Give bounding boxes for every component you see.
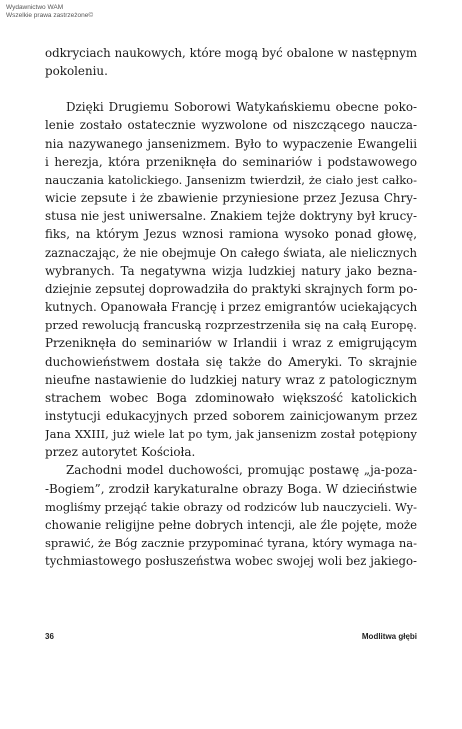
page-number: 36 xyxy=(45,632,54,641)
text-line: strachem wobec Boga zdominowało większość katolickich xyxy=(45,390,417,405)
text-line: chowanie religijne pełne dobrych intencji, ale źle pojęte, może xyxy=(45,517,417,532)
text-line: wybranych. Ta negatywna wizja ludzkiej natury jako bezna- xyxy=(45,263,417,278)
text-line: tychmiastowego posłuszeństwa wobec swojej woli bez jakiego- xyxy=(45,554,417,569)
text-line: dziejnie zepsutej doprowadziła do praktyki skrajnych form po- xyxy=(45,281,417,296)
text-line: pokoleniu. xyxy=(45,64,108,79)
copyright-watermark xyxy=(6,4,93,20)
text-line: zaznaczając, że nie obejmuje On całego świata, ale nielicznych xyxy=(45,245,417,260)
text-line: wicie zepsute i że zbawienie przyniesione przez Jezusa Chry- xyxy=(45,191,417,206)
text-line: mogliśmy przejąć takie obrazy od rodziców lub nauczycieli. Wy- xyxy=(45,499,417,514)
page-footer xyxy=(45,632,417,644)
rights-notice: Wszelkie prawa zastrzeżone© xyxy=(6,12,94,19)
text-line: -Bogiem”, zrodził karykaturalne obrazy Boga. W dzieciństwie xyxy=(45,481,417,496)
text-line: przed rewolucją francuską rozprzestrzeniła się na całą Europę. xyxy=(45,318,417,333)
text-line: nia nazywanego jansenizmem. Było to wypaczenie Ewangelii xyxy=(45,136,417,151)
text-line: sprawić, że Bóg zacznie przypominać tyrana, który wymaga na- xyxy=(45,536,417,551)
page-body-text xyxy=(45,44,417,570)
text-line: odkryciach naukowych, które mogą być obalone w następnym xyxy=(45,46,417,60)
text-line: stusa nie jest uniwersalne. Znakiem tejże doktryny był krucy- xyxy=(45,209,417,224)
text-line: duchowieństwem dostała się także do Ameryki. To skrajnie xyxy=(45,354,417,369)
text-line: Dzięki Drugiemu Soborowi Watykańskiemu obecne poko- xyxy=(66,100,417,115)
publisher-name: Wydawnictwo WAM xyxy=(6,4,64,11)
text-line: lenie zostało ostatecznie wyzwolone od niszczącego naucza- xyxy=(45,118,417,133)
text-line: przez autorytet Kościoła. xyxy=(45,445,196,460)
text-line: Przeniknęła do seminariów w Irlandii i wraz z emigrującym xyxy=(45,336,417,351)
text-line: kutnych. Opanowała Francję i przez emigrantów uciekających xyxy=(45,300,417,315)
paragraph xyxy=(45,44,417,80)
paragraph xyxy=(45,98,417,461)
paragraph xyxy=(45,461,417,570)
text-line: Jana XXIII, już wiele lat po tym, jak jansenizm został potępiony xyxy=(45,427,417,442)
text-line: fiks, na którym Jezus wznosi ramiona wysoko ponad głowę, xyxy=(45,227,417,242)
text-line: nieufne nastawienie do ludzkiej natury wraz z patologicznym xyxy=(45,372,417,387)
text-line: i herezja, która przeniknęła do seminariów i podstawowego xyxy=(45,154,417,169)
text-line: nauczania katolickiego. Jansenizm twierdził, że ciało jest całko- xyxy=(45,172,417,187)
book-title: Modlitwa głębi xyxy=(361,632,417,641)
text-line: Zachodni model duchowości, promując postawę „ja-poza- xyxy=(66,463,417,478)
text-line: instytucji edukacyjnych przed soborem zainicjowanym przez xyxy=(45,408,417,423)
